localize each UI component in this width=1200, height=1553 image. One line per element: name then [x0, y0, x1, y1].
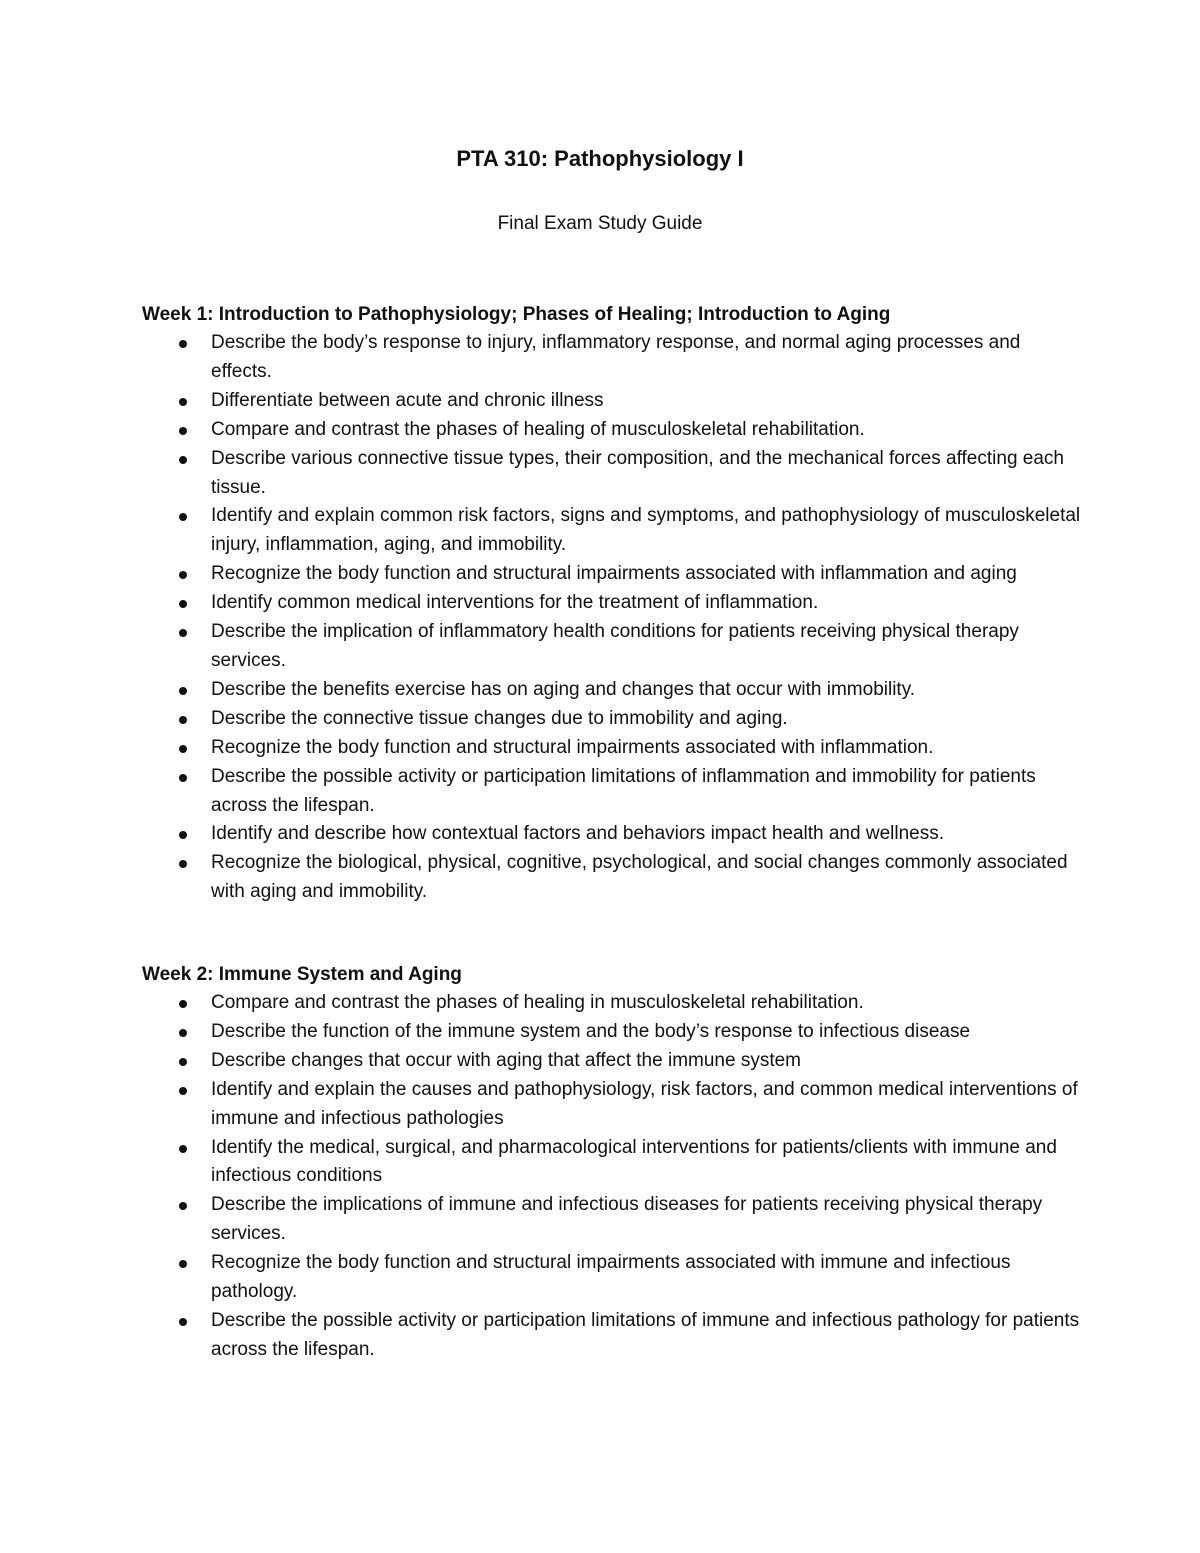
objective-text: Identify and explain common risk factors, signs and symptoms, and pathophysiology of musculoskeletal injury, inflammation, aging, and immobility. — [211, 505, 1081, 556]
objective-text: Describe the implications of immune and infectious diseases for patients receiving physical therapy services. — [211, 1194, 1043, 1245]
bullet-icon — [179, 1318, 187, 1326]
bullet-icon — [179, 398, 187, 406]
objective-text: Recognize the body function and structural impairments associated with inflammation. — [211, 736, 934, 758]
objective-list-item — [142, 734, 1082, 763]
objective-list-item — [142, 1018, 1082, 1047]
bullet-icon — [179, 340, 187, 348]
objective-text: Describe the benefits exercise has on aging and changes that occur with immobility. — [211, 678, 916, 700]
bullet-icon — [179, 831, 187, 839]
objective-list-item — [142, 329, 1082, 387]
bullet-icon — [179, 1000, 187, 1008]
objective-list-item — [142, 387, 1082, 416]
objective-list-item — [142, 676, 1082, 705]
objective-list-item — [142, 1249, 1082, 1307]
bullet-icon — [179, 1029, 187, 1037]
bullet-icon — [179, 687, 187, 695]
bullet-icon — [179, 1202, 187, 1210]
objective-text: Identify and describe how contextual factors and behaviors impact health and wellness. — [211, 823, 944, 845]
objective-text: Compare and contrast the phases of healing of musculoskeletal rehabilitation. — [211, 418, 865, 440]
objective-list-item — [142, 1076, 1082, 1134]
objective-list-item — [142, 989, 1082, 1018]
bullet-icon — [179, 571, 187, 579]
objective-text: Recognize the body function and structural impairments associated with inflammation and aging — [211, 563, 1017, 585]
objective-text: Identify and explain the causes and pathophysiology, risk factors, and common medical interventions of immune and infectious pathologies — [211, 1078, 1078, 1129]
bullet-icon — [179, 1260, 187, 1268]
objective-list-item — [142, 1307, 1082, 1365]
objective-list-item — [142, 1191, 1082, 1249]
objective-list-item — [142, 560, 1082, 589]
objective-list-item — [142, 849, 1082, 907]
objective-text: Describe the possible activity or participation limitations of inflammation and immobility for patients across the lifespan. — [211, 765, 1036, 816]
objectives-list — [142, 989, 1082, 1365]
objective-text: Describe the connective tissue changes due to immobility and aging. — [211, 707, 788, 729]
objective-list-item — [142, 1134, 1082, 1192]
objective-text: Recognize the body function and structural impairments associated with immune and infectious pathology. — [211, 1252, 1011, 1303]
objective-text: Recognize the biological, physical, cognitive, psychological, and social changes commonly associated with aging and immobility. — [211, 852, 1068, 903]
objective-list-item — [142, 618, 1082, 676]
objective-list-item — [142, 820, 1082, 849]
objective-text: Differentiate between acute and chronic illness — [211, 389, 604, 411]
bullet-icon — [179, 629, 187, 637]
objective-list-item — [142, 705, 1082, 734]
objective-text: Identify the medical, surgical, and pharmacological interventions for patients/clients with immune and infectious conditions — [211, 1136, 1057, 1187]
objective-text: Describe the implication of inflammatory health conditions for patients receiving physical therapy services. — [211, 621, 1019, 671]
bullet-icon — [179, 513, 187, 521]
objective-list-item — [142, 502, 1082, 560]
bullet-icon — [179, 600, 187, 608]
objective-text: Describe changes that occur with aging that affect the immune system — [211, 1049, 802, 1071]
bullet-icon — [179, 774, 187, 782]
bullet-icon — [179, 860, 187, 868]
document-subtitle: Final Exam Study Guide — [497, 213, 703, 234]
section-heading: Week 1: Introduction to Pathophysiology; Phases of Healing; Introduction to Aging — [142, 304, 891, 325]
bullet-icon — [179, 1145, 187, 1153]
objectives-list — [142, 329, 1082, 907]
document-title: PTA 310: Pathophysiology I — [456, 146, 744, 171]
objective-list-item — [142, 416, 1082, 445]
objective-text: Describe the possible activity or participation limitations of immune and infectious pathology for patients across the lifespan. — [211, 1309, 1080, 1360]
bullet-icon — [179, 716, 187, 724]
objective-list-item — [142, 1047, 1082, 1076]
objective-text: Describe the function of the immune system and the body’s response to infectious disease — [211, 1020, 971, 1042]
objective-list-item — [142, 763, 1082, 821]
bullet-icon — [179, 1058, 187, 1066]
objective-text: Identify common medical interventions for the treatment of inflammation. — [211, 592, 819, 614]
objective-text: Describe the body’s response to injury, inflammatory response, and normal aging processes and effects. — [211, 332, 1021, 382]
objective-list-item — [142, 589, 1082, 618]
bullet-icon — [179, 427, 187, 435]
objective-text: Describe various connective tissue types, their composition, and the mechanical forces affecting each tissue. — [211, 447, 1064, 498]
objective-list-item — [142, 445, 1082, 503]
bullet-icon — [179, 456, 187, 464]
section-heading: Week 2: Immune System and Aging — [142, 964, 462, 985]
bullet-icon — [179, 745, 187, 753]
bullet-icon — [179, 1087, 187, 1095]
objective-text: Compare and contrast the phases of healing in musculoskeletal rehabilitation. — [211, 992, 864, 1013]
section-week-2 — [142, 960, 1082, 1365]
section-week-1 — [142, 300, 1082, 907]
